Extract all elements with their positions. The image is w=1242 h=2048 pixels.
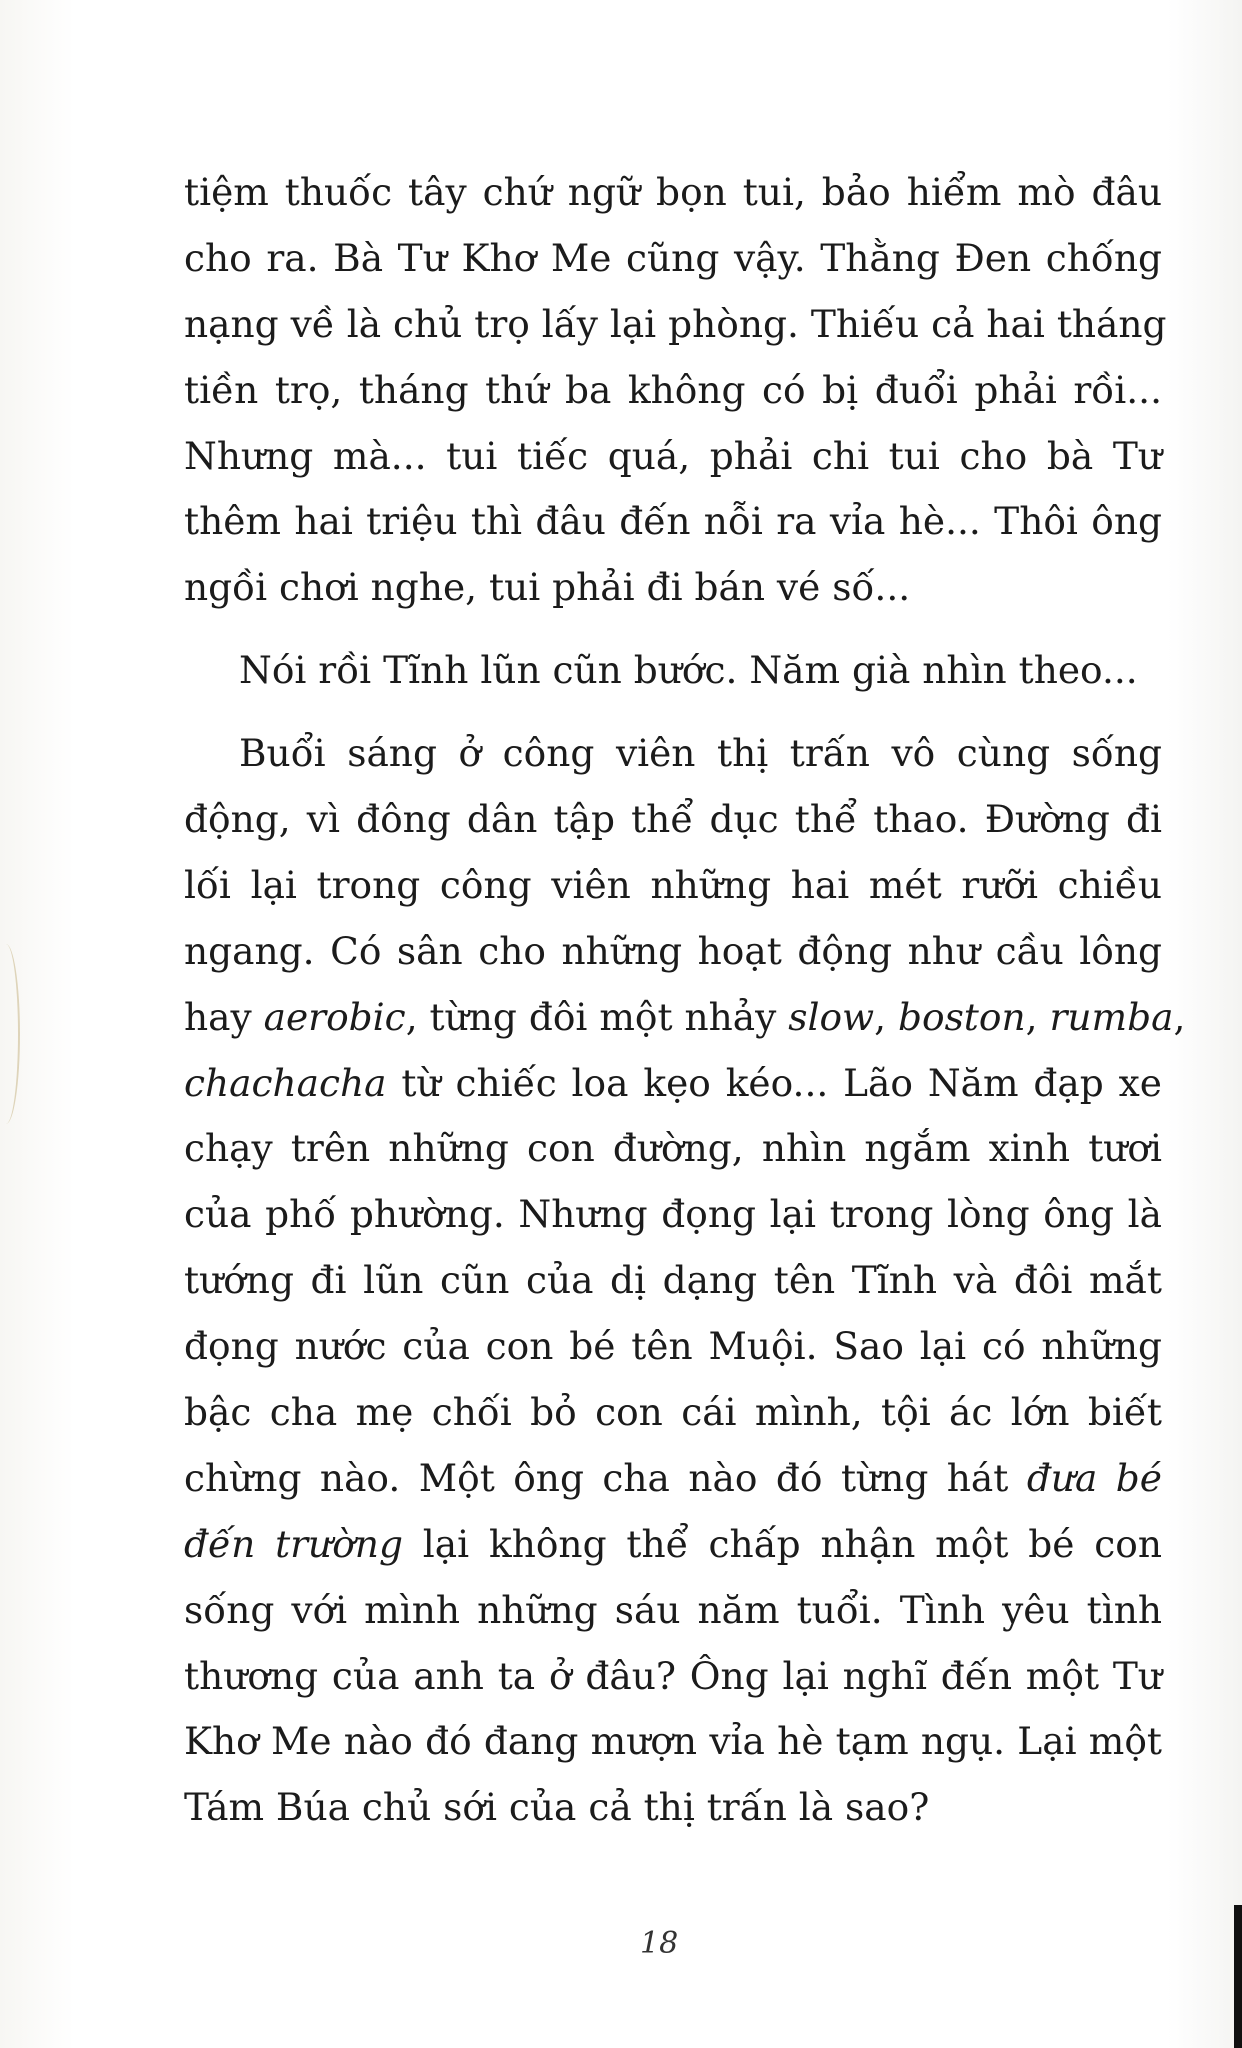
text-run: từ chiếc loa kẹo kéo... Lão Năm đạp xe	[386, 1060, 1162, 1105]
text-line: tiền trọ, tháng thứ ba không có bị đuổi phải rồi...	[184, 367, 1162, 412]
text-line: Khơ Me nào đó đang mượn vỉa hè tạm ngụ. Lại một	[184, 1719, 1162, 1764]
text-line: ngang. Có sân cho những hoạt động như cầu lông	[184, 928, 1162, 973]
text-line: thêm hai triệu thì đâu đến nỗi ra vỉa hè... Thôi ông	[184, 499, 1162, 544]
text-run: ,	[874, 994, 898, 1039]
text-line: đọng nước của con bé tên Muội. Sao lại có những	[184, 1324, 1162, 1369]
text-line-with-italics	[184, 1051, 1162, 1117]
text-line: Buổi sáng ở công viên thị trấn vô cùng sống	[239, 731, 1162, 776]
text-run: , từng đôi một nhảy	[405, 994, 789, 1039]
text-run: lại không thể chấp nhận một bé con	[402, 1521, 1162, 1566]
body-text	[184, 160, 1186, 1841]
italic-term: aerobic	[263, 994, 406, 1039]
text-line: Nhưng mà... tui tiếc quá, phải chi tui cho bà Tư	[184, 433, 1162, 478]
text-line-with-italics	[184, 985, 1186, 1051]
paragraph-gap	[184, 621, 1162, 638]
text-line: bậc cha mẹ chối bỏ con cái mình, tội ác lớn biết	[184, 1390, 1162, 1435]
italic-term: boston	[897, 994, 1026, 1039]
text-line: động, vì đông dân tập thể dục thể thao. Đường đi	[184, 797, 1162, 842]
paragraph-gap	[184, 704, 1162, 721]
text-line: tướng đi lũn cũn của dị dạng tên Tĩnh và đôi mắt	[184, 1258, 1162, 1303]
text-run: chừng nào. Một ông cha nào đó từng hát	[184, 1455, 1027, 1500]
italic-term: slow	[788, 994, 875, 1039]
text-line: Nói rồi Tĩnh lũn cũn bước. Năm già nhìn theo...	[239, 648, 1138, 693]
page-number: 18	[640, 1926, 679, 1961]
italic-term: chachacha	[184, 1060, 387, 1105]
text-line: Tám Búa chủ sới của cả thị trấn là sao?	[184, 1785, 930, 1830]
page-edge-mark	[0, 944, 20, 1124]
italic-term: rumba	[1049, 994, 1174, 1039]
text-line: thương của anh ta ở đâu? Ông lại nghĩ đến một Tư	[184, 1653, 1162, 1698]
text-line: lối lại trong công viên những hai mét rưỡi chiều	[184, 862, 1162, 907]
italic-term: đến trường	[184, 1521, 403, 1566]
text-run: hay	[184, 994, 264, 1039]
text-line: của phố phường. Nhưng đọng lại trong lòng ông là	[184, 1192, 1162, 1237]
text-line: tiệm thuốc tây chứ ngữ bọn tui, bảo hiểm mò đâu	[184, 170, 1162, 214]
italic-term: đưa bé	[1026, 1455, 1162, 1500]
text-line-with-italics	[184, 1512, 1162, 1578]
text-line: cho ra. Bà Tư Khơ Me cũng vậy. Thằng Đen chống	[184, 235, 1162, 280]
text-line: nạng về là chủ trọ lấy lại phòng. Thiếu cả hai tháng	[184, 301, 1167, 346]
text-line-with-italics	[184, 1446, 1162, 1512]
text-line: chạy trên những con đường, nhìn ngắm xinh tươi	[184, 1126, 1162, 1171]
text-line: ngồi chơi nghe, tui phải đi bán vé số...	[184, 565, 911, 610]
text-run: ,	[1025, 994, 1050, 1039]
text-run: ,	[1173, 994, 1186, 1039]
page-edge-shadow	[1234, 1905, 1242, 2048]
text-line: sống với mình những sáu năm tuổi. Tình yêu tình	[184, 1587, 1162, 1632]
